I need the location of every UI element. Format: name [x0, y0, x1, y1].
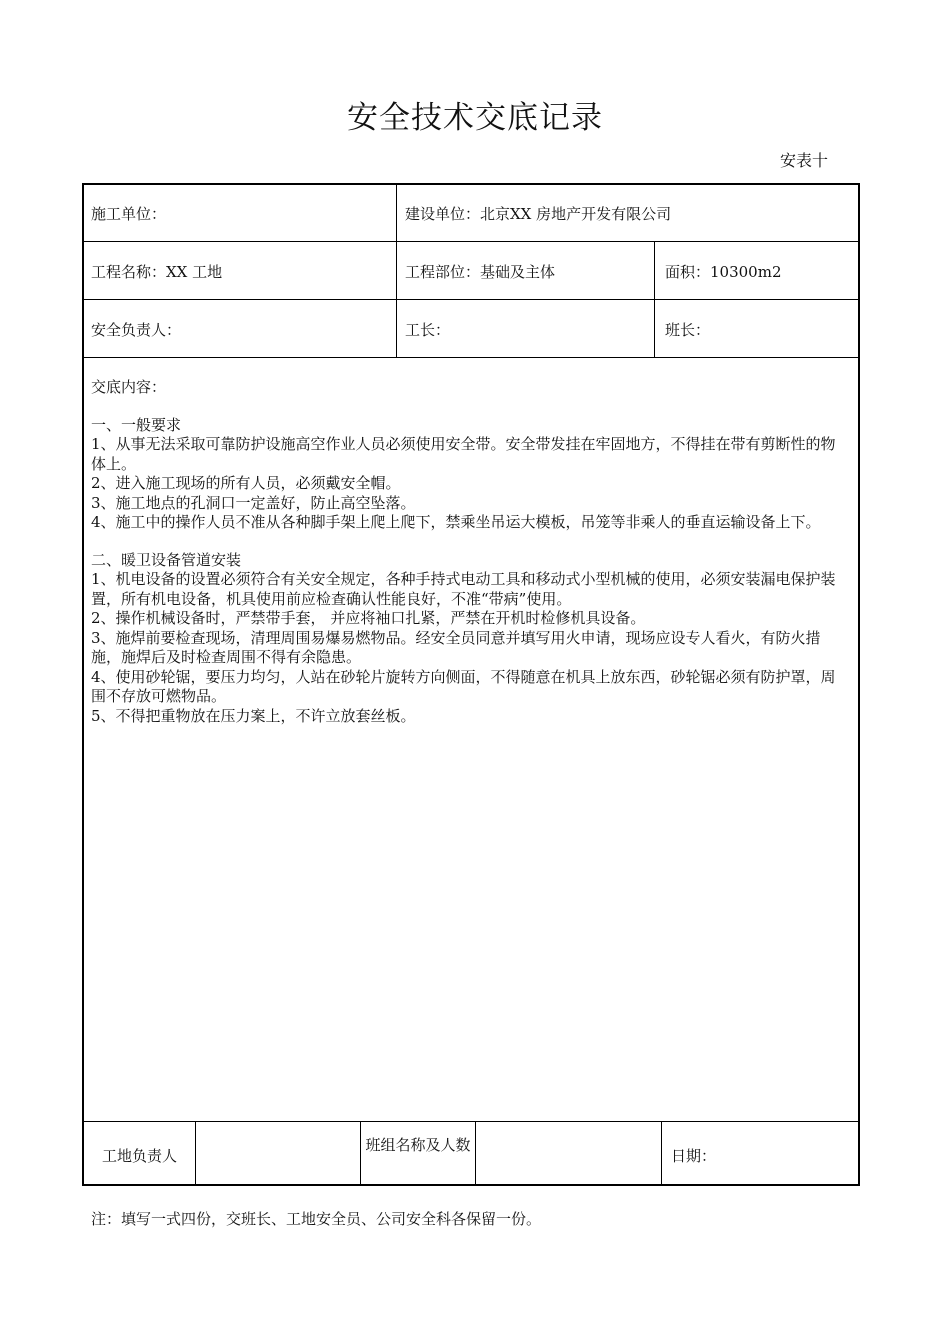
column-divider: [661, 1122, 662, 1184]
briefing-content: [91, 378, 843, 726]
column-divider: [195, 1122, 196, 1184]
column-divider: [475, 1122, 476, 1184]
builder-unit-field: 建设单位：北京XX 房地产开发有限公司: [405, 205, 672, 223]
section-title: 二、暖卫设备管道安装: [91, 550, 242, 569]
list-item: 1、从事无法采取可靠防护设施高空作业人员必须使用安全带。安全带发挂在牢固地方，不得挂在带有剪断性的物体上。: [91, 435, 836, 473]
row-divider: [84, 1121, 858, 1122]
site-manager-label: 工地负责人: [101, 1147, 177, 1165]
content-heading: 交底内容：: [91, 378, 167, 396]
document-title: 安全技术交底记录: [347, 100, 603, 136]
list-item: 4、使用砂轮锯，要压力均匀，人站在砂轮片旋转方向侧面，不得随意在机具上放东西，砂轮锯必须有防护罩，周围不存放可燃物品。: [91, 667, 836, 705]
list-item: 2、进入施工现场的所有人员，必须戴安全帽。: [91, 474, 401, 492]
row-divider: [84, 241, 858, 242]
project-part-field: 工程部位：基础及主体: [405, 263, 556, 281]
list-item: 3、施焊前要检查现场，清理周围易爆易燃物品。经安全员同意并填写用火申请，现场应设专人看火，有防火措施，施焊后及时检查周围不得有余隐患。: [91, 628, 821, 666]
column-divider: [396, 185, 397, 357]
column-divider: [654, 242, 655, 357]
form-code: 安表十: [780, 151, 829, 170]
column-divider: [360, 1122, 361, 1184]
list-item: 2、操作机械设备时，严禁带手套， 并应将袖口扎紧，严禁在开机时检修机具设备。: [91, 609, 646, 627]
section-title: 一、一般要求: [91, 415, 182, 434]
footnote: 注：填写一式四份，交班长、工地安全员、公司安全科各保留一份。: [91, 1210, 542, 1228]
area-field: 面积：10300m2: [665, 263, 782, 281]
safety-officer-field: 安全负责人：: [91, 321, 182, 339]
team-leader-field: 班长：: [665, 321, 711, 339]
list-item: 5、不得把重物放在压力案上，不许立放套丝板。: [91, 706, 416, 725]
list-item: 1、机电设备的设置必须符合有关安全规定，各种手持式电动工具和移动式小型机械的使用，必须安装漏电保护装置，所有机电设备，机具使用前应检查确认性能良好，不准“带病”使用。: [91, 570, 836, 608]
team-name-label: 班组名称及人数: [365, 1136, 471, 1154]
list-item: 4、施工中的操作人员不准从各种脚手架上爬上爬下，禁乘坐吊运大模板，吊笼等非乘人的垂直运输设备上下。: [91, 513, 821, 531]
date-label: 日期：: [671, 1147, 717, 1165]
row-divider: [84, 357, 858, 358]
row-divider: [84, 299, 858, 300]
list-item: 3、施工地点的孔洞口一定盖好，防止高空坠落。: [91, 493, 416, 512]
project-name-field: 工程名称：XX 工地: [91, 263, 223, 281]
foreman-field: 工长：: [405, 321, 451, 339]
construction-unit-field: 施工单位：: [91, 205, 167, 223]
